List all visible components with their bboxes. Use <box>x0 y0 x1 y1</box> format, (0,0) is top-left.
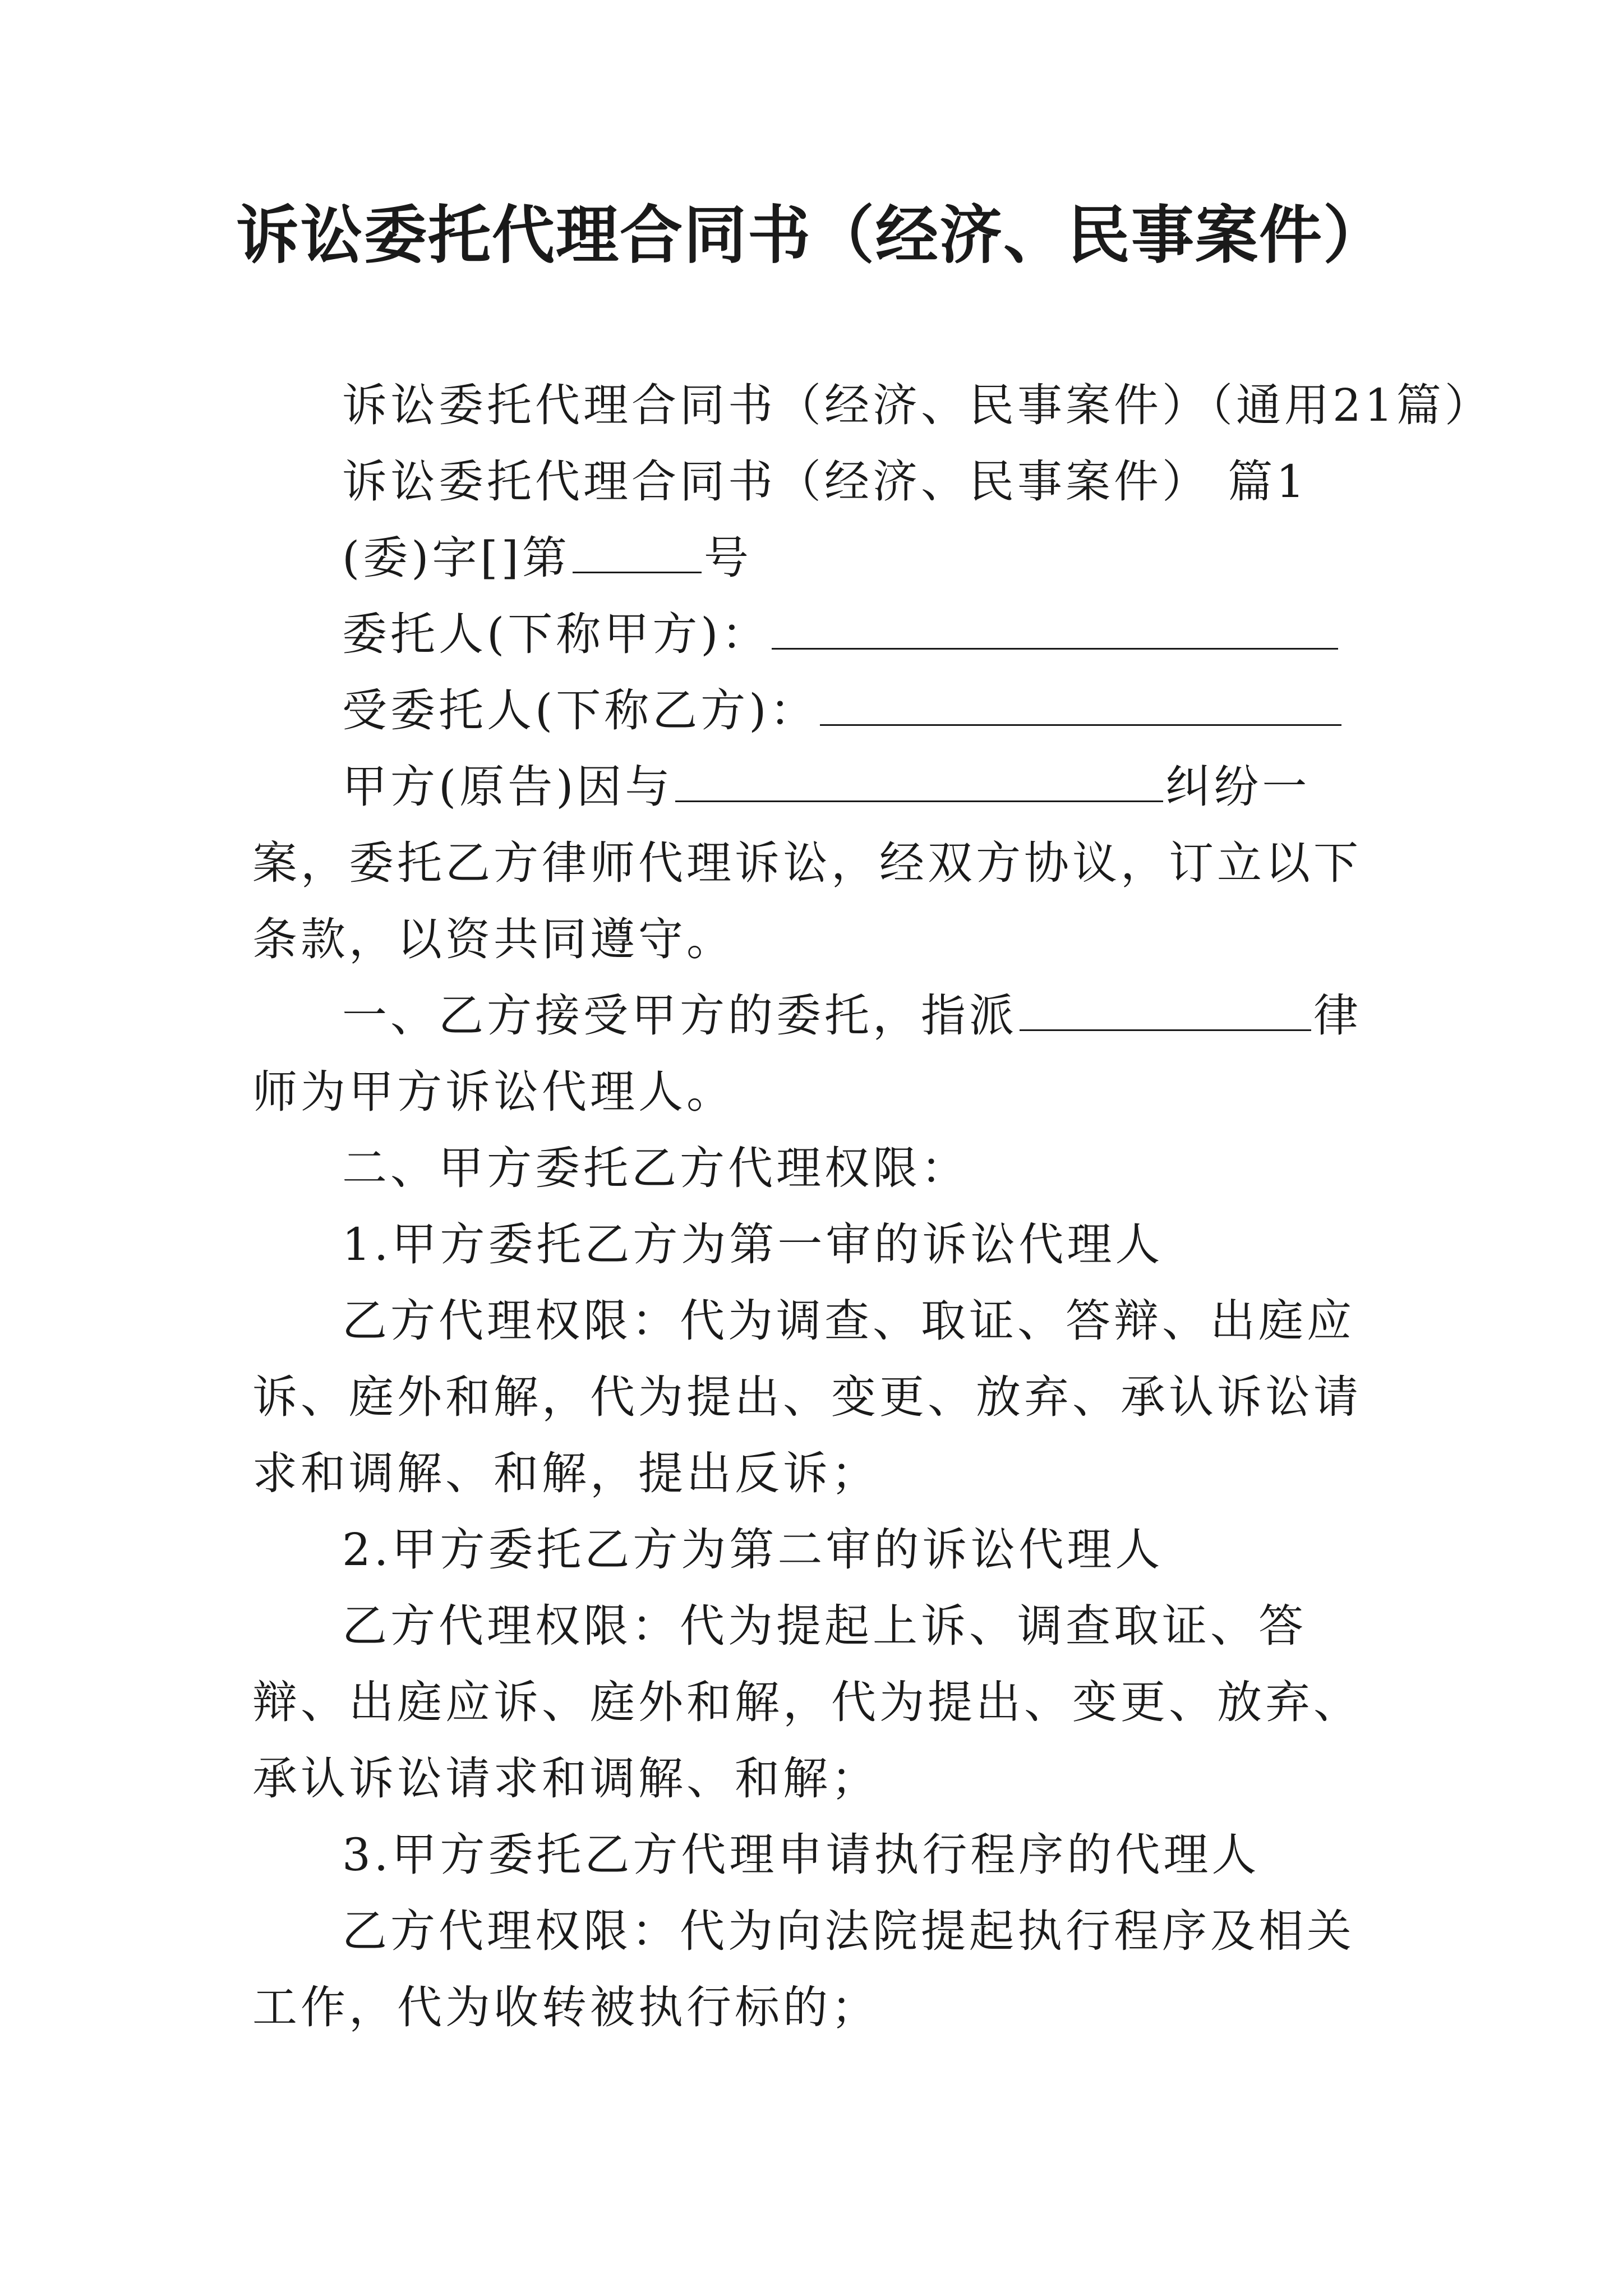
item-3-text: 乙方代理权限：代为向法院提起执行程序及相关工作，代为收转被执行标的； <box>252 1905 1355 2033</box>
item-3-heading: 3.甲方委托乙方代理申请执行程序的代理人 <box>342 1829 1260 1881</box>
document-subtitle: 诉讼委托代理合同书（经济、民事案件）（通用21篇） <box>342 379 1493 431</box>
party-b-label: 受委托人(下称乙方)： <box>342 684 818 737</box>
reference-number-line <box>252 520 1391 596</box>
dispute-text-after: 纠纷一案，委托乙方律师代理诉讼，经双方协议，订立以下条款，以资共同遵守。 <box>252 761 1362 965</box>
party-b-blank <box>820 691 1341 726</box>
item-1-heading: 1.甲方委托乙方为第一审的诉讼代理人 <box>342 1218 1164 1271</box>
ref-number-blank <box>573 538 702 573</box>
clause-2-heading: 二、甲方委托乙方代理权限： <box>342 1142 969 1194</box>
ref-prefix: (委)字[]第 <box>342 532 570 584</box>
dispute-blank <box>675 767 1163 802</box>
dispute-paragraph <box>252 749 1391 978</box>
clause-1-paragraph <box>252 978 1391 1130</box>
party-a-blank <box>772 614 1338 650</box>
lawyer-name-blank <box>1020 996 1311 1031</box>
document-title: 诉讼委托代理合同书（经济、民事案件） <box>236 199 1387 272</box>
item-2-heading: 2.甲方委托乙方为第二审的诉讼代理人 <box>342 1524 1164 1576</box>
clause-1-text-after: 律师为甲方诉讼代理人。 <box>252 990 1362 1118</box>
document-body <box>252 367 1493 2046</box>
section-heading: 诉讼委托代理合同书（经济、民事案件） 篇1 <box>342 455 1308 508</box>
item-2-text: 乙方代理权限：代为提起上诉、调查取证、答辩、出庭应诉、庭外和解，代为提出、变更、放弃、承认诉讼请求和调解、和解； <box>252 1600 1362 1805</box>
item-1-text: 乙方代理权限：代为调查、取证、答辩、出庭应诉、庭外和解，代为提出、变更、放弃、承认诉讼请求和调解、和解，提出反诉； <box>252 1295 1362 1499</box>
ref-suffix: 号 <box>703 532 752 584</box>
clause-1-text-before: 一、乙方接受甲方的委托，指派 <box>342 990 1017 1042</box>
party-b-line <box>252 673 1391 749</box>
party-a-label: 委托人(下称甲方)： <box>342 608 770 660</box>
dispute-text-before: 甲方(原告)因与 <box>342 761 674 813</box>
party-a-line <box>252 596 1391 673</box>
